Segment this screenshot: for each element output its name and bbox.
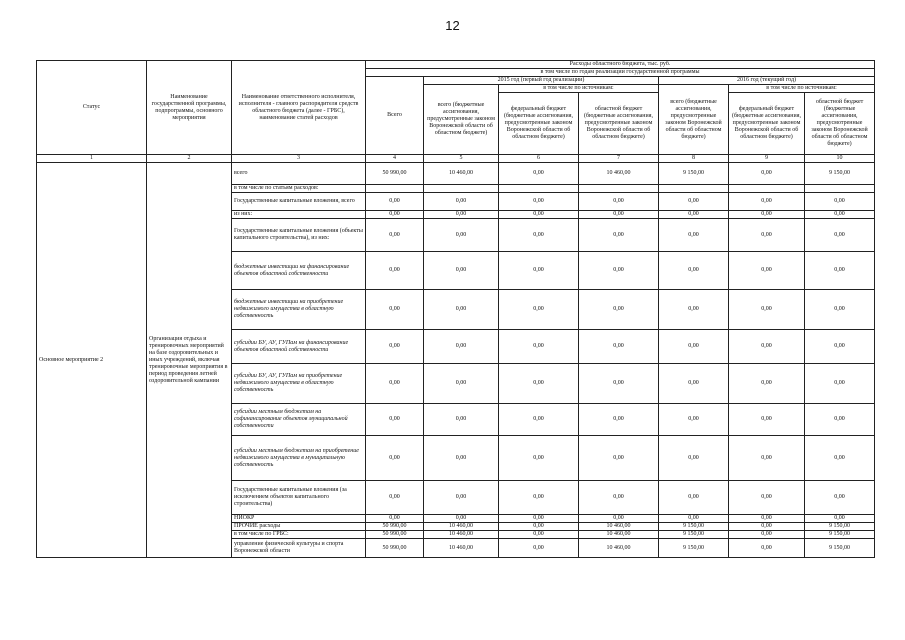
value-cell: 0,00 xyxy=(366,219,424,252)
value-cell: 0,00 xyxy=(579,290,659,330)
header-expenses-title: Расходы областного бюджета, тыс. руб. xyxy=(366,61,875,69)
value-cell: 9 150,00 xyxy=(805,539,875,558)
value-cell: 0,00 xyxy=(579,193,659,211)
value-cell: 9 150,00 xyxy=(659,531,729,539)
column-number: 6 xyxy=(499,155,579,163)
value-cell: 0,00 xyxy=(499,252,579,290)
value-cell: 0,00 xyxy=(499,219,579,252)
value-cell: 0,00 xyxy=(805,404,875,436)
row-label: всего xyxy=(232,163,366,185)
header-federal-2015: федеральный бюджет (бюджетные ассигнования, предусмотренные законом Воронежской области об областном бюджете) xyxy=(499,93,579,155)
value-cell: 50 990,00 xyxy=(366,531,424,539)
header-regional-2016: областной бюджет (бюджетные ассигнования, предусмотренные законом Воронежской области об областном бюджете) xyxy=(805,93,875,155)
value-cell: 0,00 xyxy=(366,193,424,211)
value-cell: 0,00 xyxy=(805,481,875,515)
value-cell: 0,00 xyxy=(729,481,805,515)
value-cell: 0,00 xyxy=(729,252,805,290)
row-label: ПРОЧИЕ расходы xyxy=(232,523,366,531)
value-cell: 0,00 xyxy=(499,515,579,523)
value-cell: 50 990,00 xyxy=(366,523,424,531)
value-cell: 0,00 xyxy=(729,539,805,558)
value-cell: 9 150,00 xyxy=(805,523,875,531)
row-label: Государственные капитальные вложения, всего xyxy=(232,193,366,211)
value-cell: 0,00 xyxy=(579,219,659,252)
value-cell: 0,00 xyxy=(805,193,875,211)
header-program-name: Наименование государственной программы, подпрограммы, основного мероприятия xyxy=(147,61,232,155)
value-cell: 10 460,00 xyxy=(424,523,499,531)
value-cell: 0,00 xyxy=(366,211,424,219)
column-number-row xyxy=(37,155,875,163)
value-cell: 0,00 xyxy=(659,515,729,523)
value-cell: 0,00 xyxy=(499,523,579,531)
value-cell: 0,00 xyxy=(805,364,875,404)
value-cell: 9 150,00 xyxy=(805,531,875,539)
value-cell: 0,00 xyxy=(366,404,424,436)
row-label: Государственные капитальные вложения (за исключением объектов капитального строительства) xyxy=(232,481,366,515)
header-year-2016: 2016 год (текущий год) xyxy=(659,77,875,85)
value-cell xyxy=(366,185,424,193)
value-cell: 0,00 xyxy=(659,193,729,211)
column-number: 9 xyxy=(729,155,805,163)
value-cell: 0,00 xyxy=(366,436,424,481)
value-cell: 0,00 xyxy=(579,211,659,219)
value-cell: 0,00 xyxy=(729,436,805,481)
value-cell: 0,00 xyxy=(499,436,579,481)
column-number: 10 xyxy=(805,155,875,163)
column-number: 4 xyxy=(366,155,424,163)
value-cell: 0,00 xyxy=(729,211,805,219)
value-cell: 0,00 xyxy=(805,252,875,290)
value-cell: 0,00 xyxy=(729,531,805,539)
value-cell xyxy=(659,185,729,193)
value-cell: 0,00 xyxy=(366,481,424,515)
value-cell xyxy=(579,185,659,193)
value-cell: 0,00 xyxy=(659,290,729,330)
value-cell: 0,00 xyxy=(729,364,805,404)
value-cell: 0,00 xyxy=(805,219,875,252)
value-cell: 0,00 xyxy=(729,290,805,330)
value-cell: 10 460,00 xyxy=(424,163,499,185)
column-number: 8 xyxy=(659,155,729,163)
value-cell: 0,00 xyxy=(424,290,499,330)
value-cell: 0,00 xyxy=(659,252,729,290)
row-label: управление физической культуры и спорта Воронежской области xyxy=(232,539,366,558)
value-cell: 10 460,00 xyxy=(424,539,499,558)
column-number: 1 xyxy=(37,155,147,163)
value-cell: 0,00 xyxy=(499,364,579,404)
value-cell: 0,00 xyxy=(659,404,729,436)
header-year-2015: 2015 год (первый год реализации) xyxy=(424,77,659,85)
value-cell: 0,00 xyxy=(424,515,499,523)
value-cell: 0,00 xyxy=(805,330,875,364)
table-body xyxy=(37,163,875,558)
row-label: НИОКР xyxy=(232,515,366,523)
value-cell: 0,00 xyxy=(424,219,499,252)
value-cell: 0,00 xyxy=(499,330,579,364)
row-label: в том числе по ГРБС: xyxy=(232,531,366,539)
row-label: субсидии местным бюджетам на приобретение недвижимого имущества в муниципальную собственность xyxy=(232,436,366,481)
column-number: 2 xyxy=(147,155,232,163)
value-cell: 0,00 xyxy=(499,163,579,185)
value-cell: 0,00 xyxy=(805,515,875,523)
column-number: 5 xyxy=(424,155,499,163)
value-cell: 10 460,00 xyxy=(579,523,659,531)
value-cell: 0,00 xyxy=(729,193,805,211)
measure-name-cell: Организация отдыха и тренировочных мероприятий на базе оздоровительных и иных учреждений, включая тренировочные мероприятия в период проведения летней оздоровительной кампании xyxy=(147,163,232,558)
value-cell: 0,00 xyxy=(805,211,875,219)
value-cell: 0,00 xyxy=(579,330,659,364)
row-label: бюджетные инвестиции на приобретение недвижимого имущества в областную собственность xyxy=(232,290,366,330)
value-cell: 0,00 xyxy=(499,193,579,211)
value-cell: 0,00 xyxy=(366,364,424,404)
value-cell: 0,00 xyxy=(424,330,499,364)
header-regional-2015: областной бюджет (бюджетные ассигнования, предусмотренные законом Воронежской области об областном бюджете) xyxy=(579,93,659,155)
value-cell: 0,00 xyxy=(499,531,579,539)
status-cell: Основное мероприятие 2 xyxy=(37,163,147,558)
value-cell: 0,00 xyxy=(729,515,805,523)
value-cell: 0,00 xyxy=(366,515,424,523)
header-total-law-2016: всего (бюджетные ассигнования, предусмотренные законом Воронежской области об областном бюджете) xyxy=(659,85,729,155)
value-cell: 0,00 xyxy=(366,252,424,290)
value-cell: 0,00 xyxy=(729,404,805,436)
page-number: 12 xyxy=(445,18,460,33)
column-number: 3 xyxy=(232,155,366,163)
header-by-years: в том числе по годам реализации государственной программы xyxy=(366,69,875,77)
row-label: субсидии БУ, АУ, ГУПам на финансирование объектов областной собственности xyxy=(232,330,366,364)
value-cell xyxy=(424,185,499,193)
value-cell: 0,00 xyxy=(579,515,659,523)
value-cell: 0,00 xyxy=(424,481,499,515)
value-cell: 0,00 xyxy=(729,523,805,531)
value-cell: 0,00 xyxy=(499,290,579,330)
value-cell: 10 460,00 xyxy=(579,539,659,558)
value-cell: 0,00 xyxy=(659,436,729,481)
value-cell: 0,00 xyxy=(424,364,499,404)
table-row xyxy=(37,163,875,185)
header-total-law-2015: всего (бюджетные ассигнования, предусмотренные законом Воронежской области об областном бюджете) xyxy=(424,85,499,155)
value-cell: 0,00 xyxy=(499,404,579,436)
value-cell: 0,00 xyxy=(424,404,499,436)
value-cell: 0,00 xyxy=(499,211,579,219)
value-cell: 0,00 xyxy=(366,330,424,364)
column-number: 7 xyxy=(579,155,659,163)
header-federal-2016: федеральный бюджет (бюджетные ассигнования, предусмотренные законом Воронежской области об областном бюджете) xyxy=(729,93,805,155)
header-total: Всего xyxy=(366,77,424,155)
row-label: бюджетные инвестиции на финансирование объектов областной собственности xyxy=(232,252,366,290)
value-cell: 0,00 xyxy=(424,436,499,481)
value-cell: 50 990,00 xyxy=(366,539,424,558)
value-cell: 0,00 xyxy=(424,193,499,211)
row-label: Государственные капитальные вложения (объекты капитального строительства), из них: xyxy=(232,219,366,252)
value-cell: 9 150,00 xyxy=(659,539,729,558)
value-cell: 0,00 xyxy=(499,481,579,515)
header-sources-2015: в том числе по источникам: xyxy=(499,85,659,93)
value-cell: 0,00 xyxy=(729,163,805,185)
value-cell: 0,00 xyxy=(729,219,805,252)
value-cell xyxy=(805,185,875,193)
value-cell: 0,00 xyxy=(579,252,659,290)
value-cell: 0,00 xyxy=(366,290,424,330)
value-cell: 9 150,00 xyxy=(659,523,729,531)
value-cell: 0,00 xyxy=(659,219,729,252)
value-cell: 10 460,00 xyxy=(579,163,659,185)
value-cell: 9 150,00 xyxy=(805,163,875,185)
value-cell: 0,00 xyxy=(579,404,659,436)
value-cell: 0,00 xyxy=(579,436,659,481)
value-cell: 0,00 xyxy=(499,539,579,558)
value-cell: 0,00 xyxy=(659,330,729,364)
value-cell: 10 460,00 xyxy=(424,531,499,539)
value-cell xyxy=(729,185,805,193)
row-label: субсидии местным бюджетам на софинансирование объектов муниципальной собственности xyxy=(232,404,366,436)
value-cell: 0,00 xyxy=(424,211,499,219)
value-cell: 10 460,00 xyxy=(579,531,659,539)
value-cell: 0,00 xyxy=(659,211,729,219)
value-cell: 50 990,00 xyxy=(366,163,424,185)
value-cell: 0,00 xyxy=(805,290,875,330)
header-executor: Наименование ответственного исполнителя, исполнителя - главного распорядителя средств областного бюджета (далее - ГРБС), наименование статей расходов xyxy=(232,61,366,155)
row-label: субсидии БУ, АУ, ГУПам на приобретение недвижимого имущества в областную собственность xyxy=(232,364,366,404)
value-cell: 9 150,00 xyxy=(659,163,729,185)
value-cell: 0,00 xyxy=(805,436,875,481)
value-cell: 0,00 xyxy=(579,364,659,404)
row-label: в том числе по статьям расходов: xyxy=(232,185,366,193)
value-cell: 0,00 xyxy=(579,481,659,515)
value-cell: 0,00 xyxy=(659,481,729,515)
value-cell: 0,00 xyxy=(729,330,805,364)
value-cell: 0,00 xyxy=(424,252,499,290)
header-status: Статус xyxy=(37,61,147,155)
budget-table xyxy=(36,60,875,558)
row-label: из них: xyxy=(232,211,366,219)
value-cell: 0,00 xyxy=(659,364,729,404)
header-sources-2016: в том числе по источникам: xyxy=(729,85,875,93)
value-cell xyxy=(499,185,579,193)
